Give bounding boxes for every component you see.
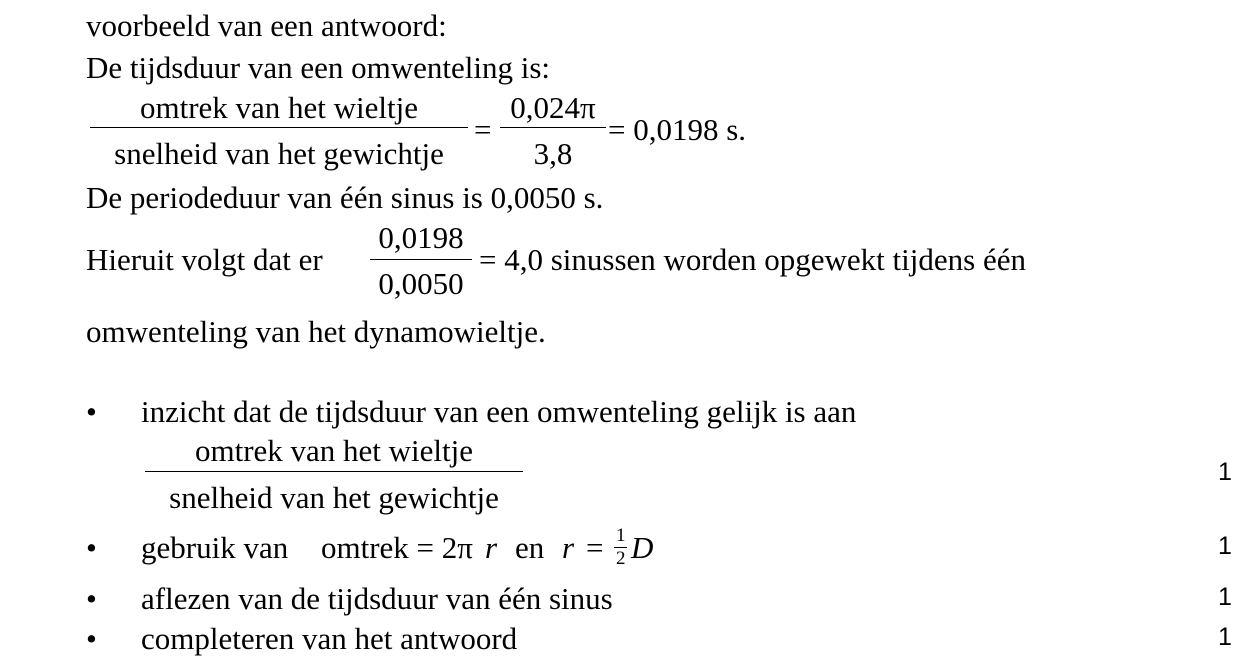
period-intro-text: De tijdsduur van een omwenteling is:	[86, 50, 551, 85]
bullet-icon: •	[86, 581, 97, 616]
criterion-2-en: en	[515, 530, 545, 565]
criterion-1-text: inzicht dat de tijdsduur van een omwenteling gelijk is aan	[141, 394, 857, 429]
eq1-numerator-2: 0,024π	[510, 90, 596, 125]
eq1-denominator: snelheid van het gewichtje	[114, 136, 444, 171]
criterion-2-var-D: D	[631, 530, 654, 565]
bullet-icon: •	[86, 621, 97, 656]
eq1-result: = 0,0198 s.	[608, 112, 747, 147]
criterion-2-formula: omtrek = 2π	[321, 530, 473, 565]
criterion-2-equals: =	[586, 530, 604, 565]
eq1-denominator-2: 3,8	[533, 136, 573, 171]
eq1-fraction-bar	[90, 127, 468, 128]
criterion-3-text: aflezen van de tijdsduur van één sinus	[141, 581, 613, 616]
criterion-3-points: 1	[1218, 583, 1232, 611]
criterion-1-numerator: omtrek van het wieltje	[194, 433, 474, 468]
half-denominator: 2	[616, 548, 626, 569]
conclusion-text: omwenteling van het dynamowieltje.	[86, 314, 546, 349]
eq2-prefix: Hieruit volgt dat er	[86, 242, 323, 277]
eq2-fraction-bar	[370, 259, 472, 260]
sine-period-text: De periodeduur van één sinus is 0,0050 s.	[86, 180, 604, 215]
eq1-fraction-bar-2	[500, 127, 606, 128]
eq1-equals: =	[474, 112, 492, 147]
eq2-denominator: 0,0050	[378, 266, 464, 301]
criterion-2-var-r: r	[485, 530, 498, 565]
criterion-1-fraction-bar	[145, 471, 523, 472]
intro-text: voorbeeld van een antwoord:	[86, 8, 447, 43]
eq1-numerator: omtrek van het wieltje	[139, 90, 419, 125]
criterion-1-points: 1	[1218, 458, 1232, 486]
criterion-2-text: gebruik van	[141, 530, 289, 565]
bullet-icon: •	[86, 530, 97, 565]
criterion-4-text: completeren van het antwoord	[141, 621, 518, 656]
criterion-1-denominator: snelheid van het gewichtje	[169, 480, 499, 515]
criterion-2-points: 1	[1218, 532, 1232, 560]
criterion-4-points: 1	[1218, 623, 1232, 651]
half-numerator: 1	[616, 525, 626, 546]
criterion-2-var-r2: r	[562, 530, 575, 565]
eq2-numerator: 0,0198	[378, 220, 464, 255]
eq2-suffix: = 4,0 sinussen worden opgewekt tijdens één	[479, 242, 1026, 277]
bullet-icon: •	[86, 394, 97, 429]
